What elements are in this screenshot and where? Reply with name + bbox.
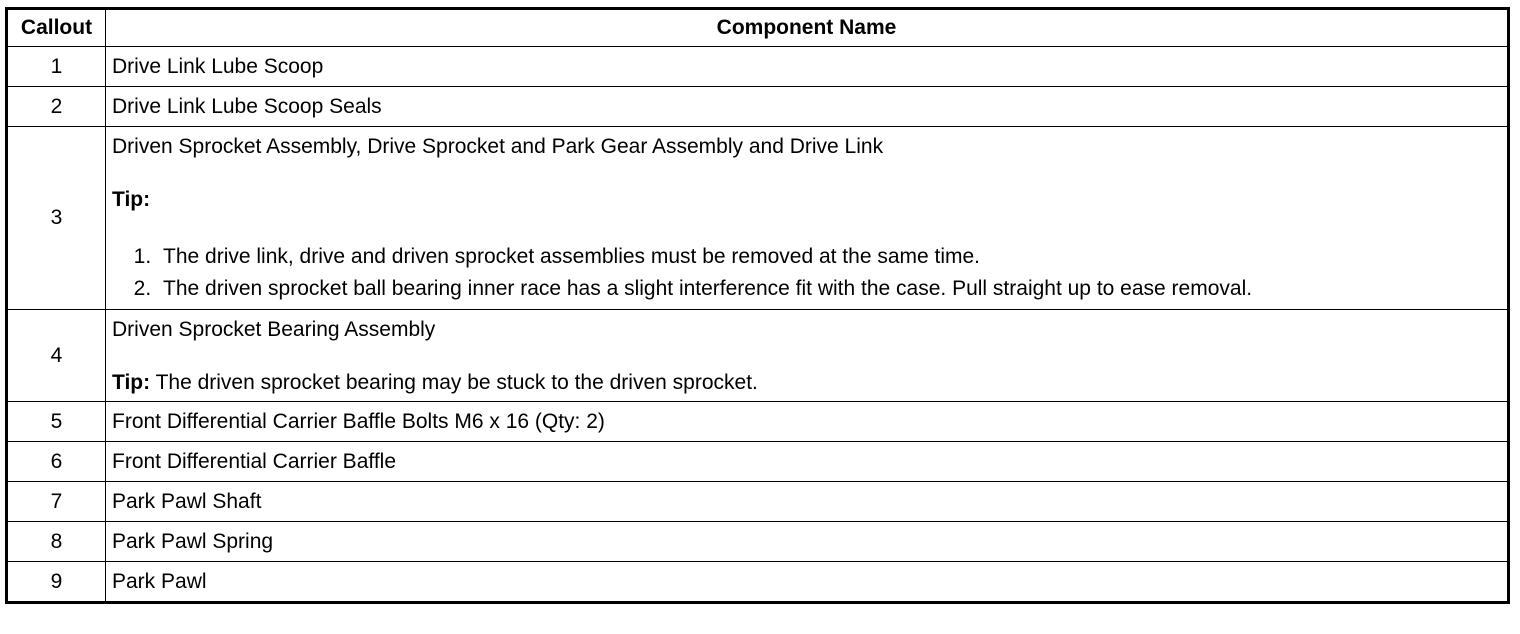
component-table-container bbox=[5, 7, 1507, 604]
component-name-cell: Front Differential Carrier Baffle Bolts M6 x 16 (Qty: 2) bbox=[106, 402, 1509, 442]
table-row bbox=[7, 310, 1509, 402]
table-row bbox=[7, 442, 1509, 482]
callout-cell: 2 bbox=[7, 87, 106, 127]
tip-paragraph bbox=[112, 371, 1501, 395]
component-name-cell: Drive Link Lube Scoop Seals bbox=[106, 87, 1509, 127]
component-name-cell: Drive Link Lube Scoop bbox=[106, 47, 1509, 87]
component-name-cell: Park Pawl Spring bbox=[106, 522, 1509, 562]
callout-cell: 4 bbox=[7, 310, 106, 402]
tip-text: The driven sprocket bearing may be stuck to the driven sprocket. bbox=[150, 371, 758, 394]
tip-label: Tip: bbox=[112, 188, 151, 211]
component-name-cell: Park Pawl Shaft bbox=[106, 482, 1509, 522]
component-name-cell bbox=[106, 127, 1509, 310]
component-name-cell: Park Pawl bbox=[106, 562, 1509, 603]
callout-cell: 8 bbox=[7, 522, 106, 562]
table-row bbox=[7, 522, 1509, 562]
callout-cell: 3 bbox=[7, 127, 106, 310]
table-row bbox=[7, 402, 1509, 442]
callout-cell: 5 bbox=[7, 402, 106, 442]
callout-column-header: Callout bbox=[7, 9, 106, 47]
tip-list-item: 1. The drive link, drive and driven sprocket assemblies must be removed at the same time. bbox=[157, 241, 1501, 273]
table-row bbox=[7, 47, 1509, 87]
table-row bbox=[7, 87, 1509, 127]
table-row bbox=[7, 482, 1509, 522]
callout-cell: 9 bbox=[7, 562, 106, 603]
tip-list bbox=[112, 241, 1501, 305]
callout-cell: 1 bbox=[7, 47, 106, 87]
component-name-text: Driven Sprocket Bearing Assembly bbox=[112, 318, 436, 341]
table-row bbox=[7, 127, 1509, 310]
tip-list-item: 2. The driven sprocket ball bearing inner race has a slight interference fit with the case. Pull straight up to ease removal. bbox=[157, 273, 1501, 305]
table-header-row bbox=[7, 9, 1509, 47]
callout-cell: 7 bbox=[7, 482, 106, 522]
component-name-column-header: Component Name bbox=[106, 9, 1509, 47]
tip-label: Tip: bbox=[112, 371, 151, 394]
callout-cell: 6 bbox=[7, 442, 106, 482]
component-name-text: Driven Sprocket Assembly, Drive Sprocket and Park Gear Assembly and Drive Link bbox=[112, 135, 884, 158]
component-table bbox=[5, 7, 1510, 604]
component-name-cell bbox=[106, 310, 1509, 402]
table-row bbox=[7, 562, 1509, 603]
component-name-cell: Front Differential Carrier Baffle bbox=[106, 442, 1509, 482]
